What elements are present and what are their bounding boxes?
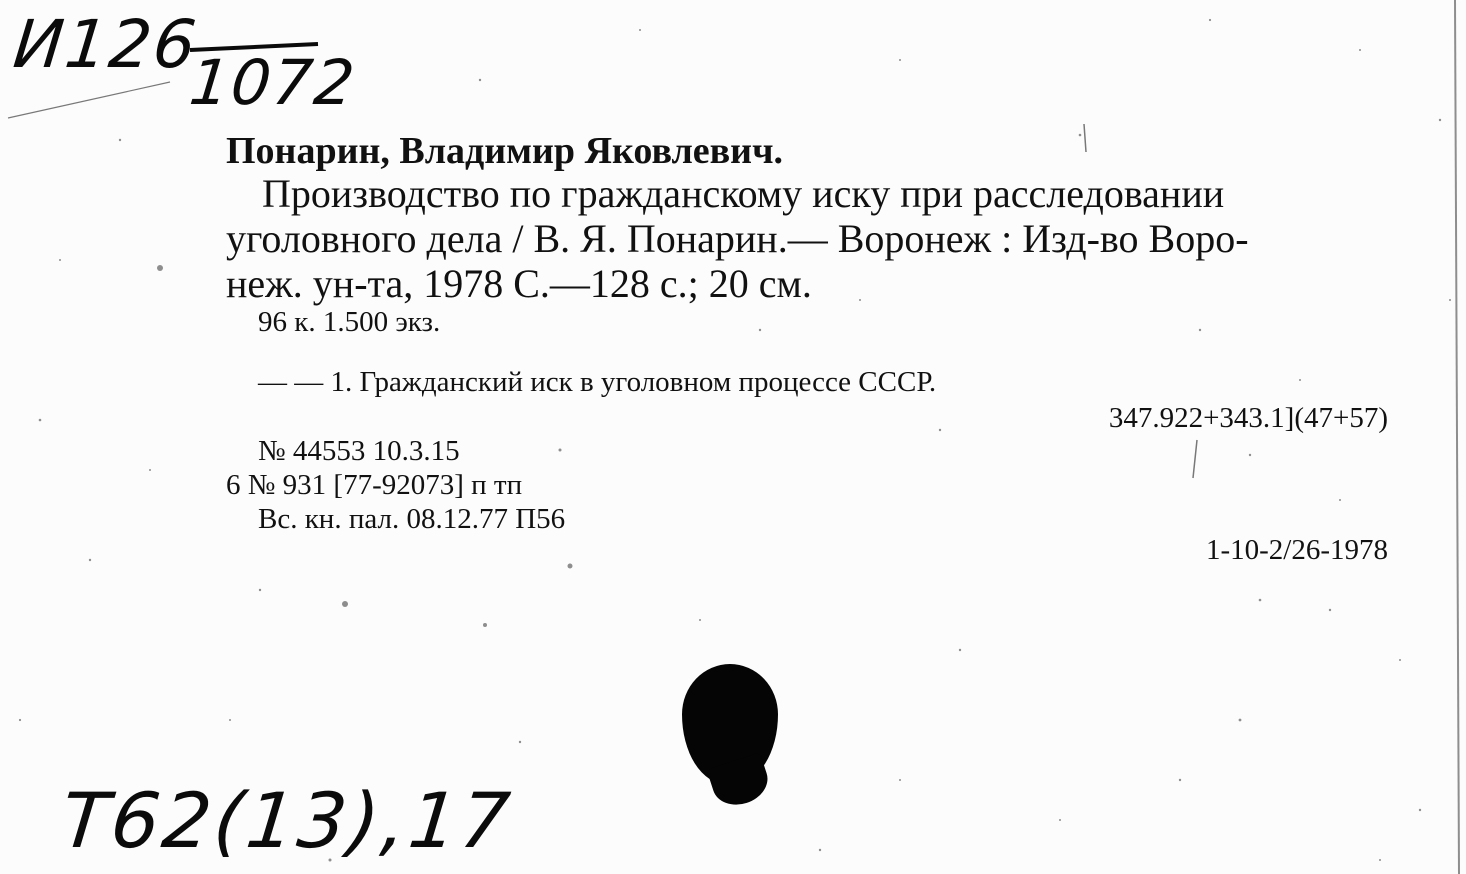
handwritten-inventory-number: 1072 xyxy=(186,46,360,119)
price-and-print-run: 96 к. 1.500 экз. xyxy=(258,306,441,338)
handwritten-call-number: И126 xyxy=(9,6,202,83)
bbk-code: 1-10-2/26-1978 xyxy=(1205,534,1388,566)
subject-heading: — — 1. Гражданский иск в уголовном процессе СССР. xyxy=(258,366,937,398)
title-line-2: уголовного дела / В. Я. Понарин.— Воронеж : Изд-во Воро- xyxy=(226,216,1249,261)
author-heading: Понарин, Владимир Яковлевич. xyxy=(226,130,784,172)
handwritten-shelf-mark: Т62(13),17 xyxy=(57,776,517,865)
book-chamber-number: Вс. кн. пал. 08.12.77 П56 xyxy=(258,503,566,535)
card-number-2: 6 № 931 [77-92073] п тп xyxy=(226,469,523,501)
title-line-3: неж. ун-та, 1978 С.—128 с.; 20 см. xyxy=(226,261,812,306)
udc-class-code: 347.922+343.1](47+57) xyxy=(1108,402,1388,434)
card-number-1: № 44553 10.3.15 xyxy=(258,435,460,467)
title-line-1: Производство по гражданскому иску при расследовании xyxy=(262,171,1225,216)
